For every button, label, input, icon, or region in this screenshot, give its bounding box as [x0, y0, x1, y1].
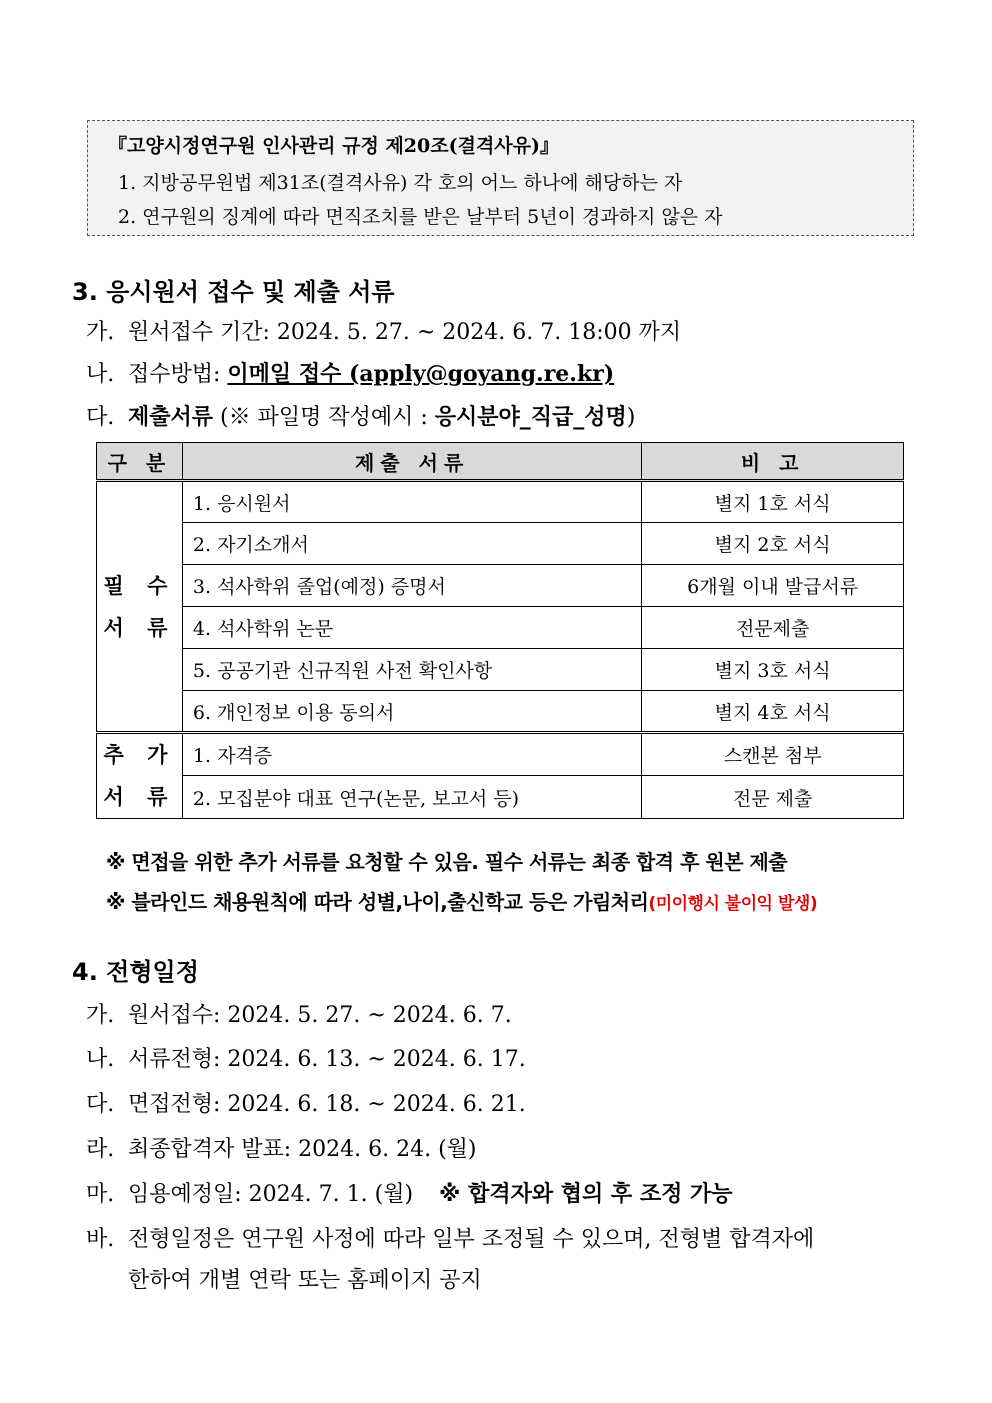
schedule-item [86, 1132, 477, 1163]
table-row [97, 733, 904, 776]
item-marker: 나. [86, 1047, 115, 1072]
table-header-row [97, 443, 904, 481]
item-text: 임용예정일: 2024. 7. 1. (월) [128, 1182, 414, 1207]
section4-title: 4. 전형일정 [72, 958, 199, 986]
note-blind-warning: (미이행시 불이익 발생) [648, 894, 818, 914]
regulation-item: 1. 지방공무원법 제31조(결격사유) 각 호의 어느 하나에 해당하는 자 [118, 172, 683, 194]
doc-cell: 2. 모집분야 대표 연구(논문, 보고서 등) [182, 776, 641, 819]
category-required: 필 수 서 류 [97, 481, 183, 733]
section3-item-ga [86, 315, 681, 346]
item-marker: 마. [86, 1182, 115, 1207]
section3-title: 3. 응시원서 접수 및 제출 서류 [72, 278, 395, 306]
regulation-item: 2. 연구원의 징계에 따라 면직조치를 받은 날부터 5년이 경과하지 않은 자 [118, 206, 723, 228]
schedule-item-continued: 한하여 개별 연락 또는 홈페이지 공지 [128, 1268, 482, 1293]
section3-item-na [86, 357, 614, 388]
item-text: 원서접수: 2024. 5. 27. ~ 2024. 6. 7. [128, 1003, 512, 1028]
item-marker: 바. [86, 1227, 115, 1252]
note-cell: 6개월 이내 발급서류 [642, 565, 904, 607]
category-additional: 추 가 서 류 [97, 733, 183, 819]
header-category: 구 분 [97, 443, 183, 481]
table-row [97, 481, 904, 523]
table-row [97, 523, 904, 565]
item-marker: 다. [86, 1092, 115, 1117]
doc-cell: 1. 응시원서 [182, 481, 641, 523]
file-name-example: 응시분야_직급_성명 [434, 404, 627, 430]
section3-item-da [86, 400, 635, 431]
item-label: 제출서류 [128, 404, 214, 430]
table-row [97, 649, 904, 691]
header-documents: 제출 서류 [182, 443, 641, 481]
item-text: 면접전형: 2024. 6. 18. ~ 2024. 6. 21. [128, 1092, 526, 1117]
header-note: 비 고 [642, 443, 904, 481]
item-label: 접수방법: [128, 362, 228, 387]
doc-cell: 6. 개인정보 이용 동의서 [182, 691, 641, 733]
file-note-suffix: ) [626, 405, 636, 430]
regulation-title: 『고양시정연구원 인사관리 규정 제20조(결격사유)』 [108, 135, 559, 157]
schedule-item [86, 1087, 526, 1118]
item-marker: 가. [86, 1003, 115, 1028]
item-note: ※ 합격자와 협의 후 조정 가능 [439, 1182, 733, 1207]
item-marker: 나. [86, 362, 115, 387]
note-cell: 전문 제출 [642, 776, 904, 819]
schedule-item [86, 1177, 733, 1208]
table-row [97, 565, 904, 607]
item-text: 전형일정은 연구원 사정에 따라 일부 조정될 수 있으며, 전형별 합격자에 [128, 1227, 815, 1252]
schedule-item [86, 1222, 814, 1253]
doc-cell: 4. 석사학위 논문 [182, 607, 641, 649]
doc-cell: 2. 자기소개서 [182, 523, 641, 565]
note-interview: ※ 면접을 위한 추가 서류를 요청할 수 있음. 필수 서류는 최종 합격 후 원본 제출 [106, 850, 788, 874]
item-marker: 가. [86, 320, 115, 345]
email-link[interactable]: 이메일 접수 (apply@goyang.re.kr) [227, 361, 615, 387]
note-cell: 전문제출 [642, 607, 904, 649]
note-blind [106, 886, 817, 915]
doc-cell: 3. 석사학위 졸업(예정) 증명서 [182, 565, 641, 607]
schedule-item [86, 1042, 526, 1073]
schedule-item [86, 998, 512, 1029]
note-cell: 별지 2호 서식 [642, 523, 904, 565]
item-text: 최종합격자 발표: 2024. 6. 24. (월) [128, 1137, 477, 1162]
item-marker: 라. [86, 1137, 115, 1162]
regulation-box [87, 120, 914, 236]
documents-table [96, 442, 904, 819]
table-row [97, 691, 904, 733]
note-cell: 별지 1호 서식 [642, 481, 904, 523]
doc-cell: 5. 공공기관 신규직원 사전 확인사항 [182, 649, 641, 691]
item-text: 원서접수 기간: 2024. 5. 27. ~ 2024. 6. 7. 18:00 까지 [128, 320, 682, 345]
file-note-prefix: (※ 파일명 작성예시 : [213, 405, 435, 430]
note-cell: 스캔본 첨부 [642, 733, 904, 776]
item-text: 서류전형: 2024. 6. 13. ~ 2024. 6. 17. [128, 1047, 526, 1072]
table-row [97, 607, 904, 649]
note-cell: 별지 4호 서식 [642, 691, 904, 733]
note-cell: 별지 3호 서식 [642, 649, 904, 691]
item-marker: 다. [86, 405, 115, 430]
table-row [97, 776, 904, 819]
note-blind-main: ※ 블라인드 채용원칙에 따라 성별,나이,출신학교 등은 가림처리 [106, 890, 649, 914]
doc-cell: 1. 자격증 [182, 733, 641, 776]
